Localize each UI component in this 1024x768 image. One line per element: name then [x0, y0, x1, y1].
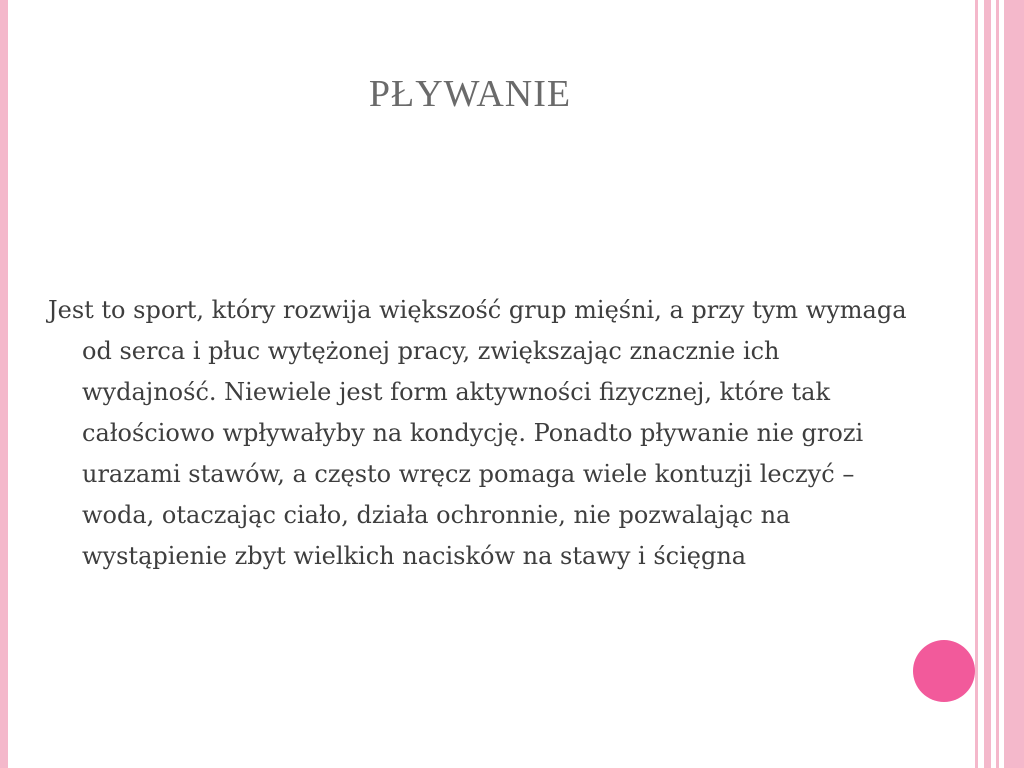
- right-stripe-3: [996, 0, 999, 768]
- right-stripe-4: [1004, 0, 1024, 768]
- right-stripe-2: [984, 0, 991, 768]
- right-stripe-1: [975, 0, 978, 768]
- slide-title: PŁYWANIE: [368, 73, 572, 115]
- decorative-circle: [913, 640, 975, 702]
- slide-body-text: Jest to sport, który rozwija większość grup mięśni, a przy tym wymaga od serca i płuc wytężonej pracy, zwiększając znacznie ich wydajność. Niewiele jest form aktywności fizycznej, które tak całościowo wpływałyby na kondycję. Ponadto pływanie nie grozi urazami stawów, a często wręcz pomaga wiele kontuzji leczyć – woda, otaczając ciało, działa ochronnie, nie pozwalając na wystąpienie zbyt wielkich nacisków na stawy i ścięgna: [48, 296, 907, 570]
